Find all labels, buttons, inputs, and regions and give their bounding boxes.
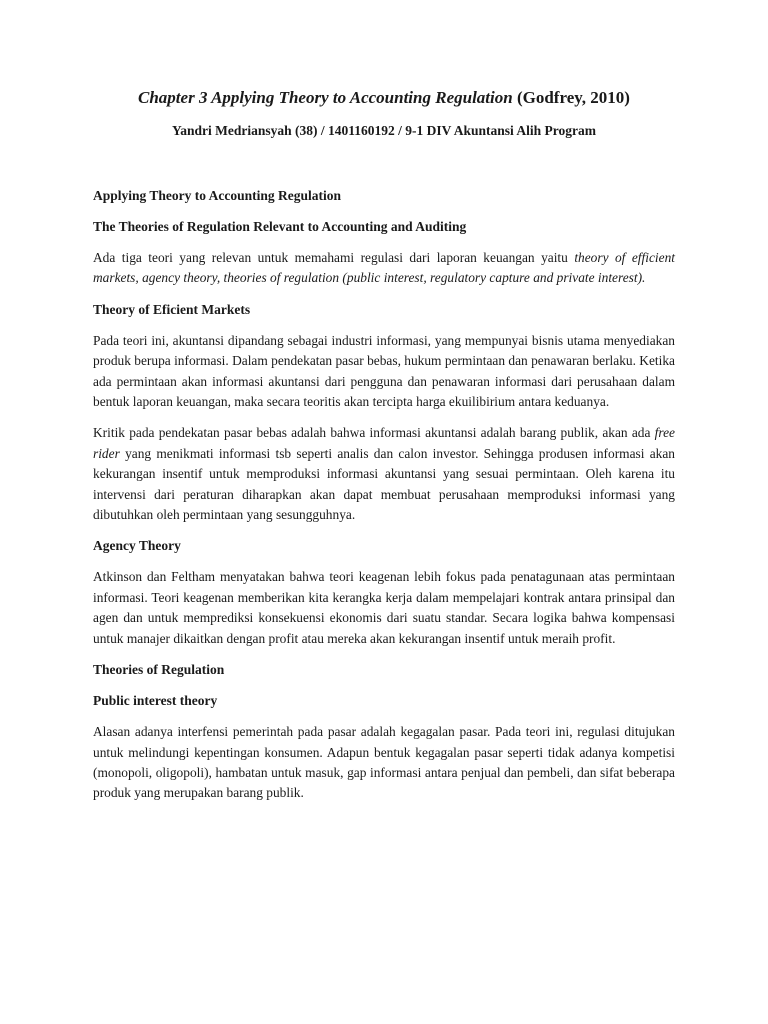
document-body (93, 186, 675, 815)
document-title (0, 86, 768, 110)
paragraph-intro-text: Ada tiga teori yang relevan untuk memahami regulasi dari laporan keuangan yaitu (93, 250, 568, 265)
title-italic: Chapter 3 Applying Theory to Accounting Regulation (138, 88, 513, 107)
author-line: Yandri Medriansyah (38) / 1401160192 / 9-1 DIV Akuntansi Alih Program (171, 123, 597, 138)
heading-agency-theory: Agency Theory (93, 538, 181, 554)
paragraph-efficient-2-after: yang menikmati informasi tsb seperti analis dan calon investor. Sehingga produsen informasi akan kekurangan insentif untuk memproduksi informasi akuntansi yang sesuai permintaan. Oleh karena itu intervensi dari peraturan diharapkan akan dapat membuat perusahaan memproduksi informasi yang dibutuhkan oleh permintaan yang sesungguhnya. (93, 445, 675, 523)
paragraph-intro-italic: theory of efficient markets, agency theory, theories of regulation (public interest, regulatory capture and private interest). (93, 250, 675, 286)
heading-relevant-theories: The Theories of Regulation Relevant to Accounting and Auditing (93, 219, 467, 234)
paragraph-agency: Atkinson dan Feltham menyatakan bahwa teori keagenan lebih fokus pada penatagunaan atas permintaan informasi. Teori keagenan memberikan kita kerangka kerja dalam mempelajari kontrak antara prinsipal dan agen dan untuk memprediksi konsekuensi ekonomis dari suatu standar. Secara logika bahwa kompensasi untuk manajer dikaitkan dengan profit atau mereka akan kekurangan insentif untuk meraih profit. (93, 569, 675, 646)
paragraph-efficient-2-before: Kritik pada pendekatan pasar bebas adalah bahwa informasi akuntansi adalah barang publik, akan ada (93, 425, 651, 441)
paragraph-public-interest: Alasan adanya interfensi pemerintah pada pasar adalah kegagalan pasar. Pada teori ini, regulasi ditujukan untuk melindungi kepentingan konsumen. Adapun bentuk kegagalan pasar seperti tidak adanya kompetisi (monopoli, oligopoli), hambatan untuk masuk, gap informasi antara penjual dan pembeli, dan sifat beberapa produk yang merupakan barang publik. (93, 724, 675, 801)
heading-efficient-markets: Theory of Eficient Markets (93, 301, 251, 317)
paragraph-efficient-2 (93, 423, 675, 525)
heading-main: Applying Theory to Accounting Regulation (93, 188, 342, 203)
paragraph-efficient-1: Pada teori ini, akuntansi dipandang sebagai industri informasi, yang mempunyai bisnis utama menyediakan produk berupa informasi. Dalam pendekatan pasar bebas, hukum permintaan dan penawaran berlaku. Ketika ada permintaan akan informasi akuntansi dari pengguna dan penawaran informasi dari perusahaan dalam bentuk laporan keuangan, maka secara teoritis akan tercipta harga ekuilibirium antara keduanya. (93, 332, 675, 410)
heading-theories-of-regulation: Theories of Regulation (93, 662, 225, 678)
paragraph-efficient-2-italic: free rider (93, 425, 675, 461)
title-citation: (Godfrey, 2010) (516, 88, 630, 107)
heading-public-interest: Public interest theory (93, 693, 218, 709)
paragraph-intro (93, 248, 675, 289)
